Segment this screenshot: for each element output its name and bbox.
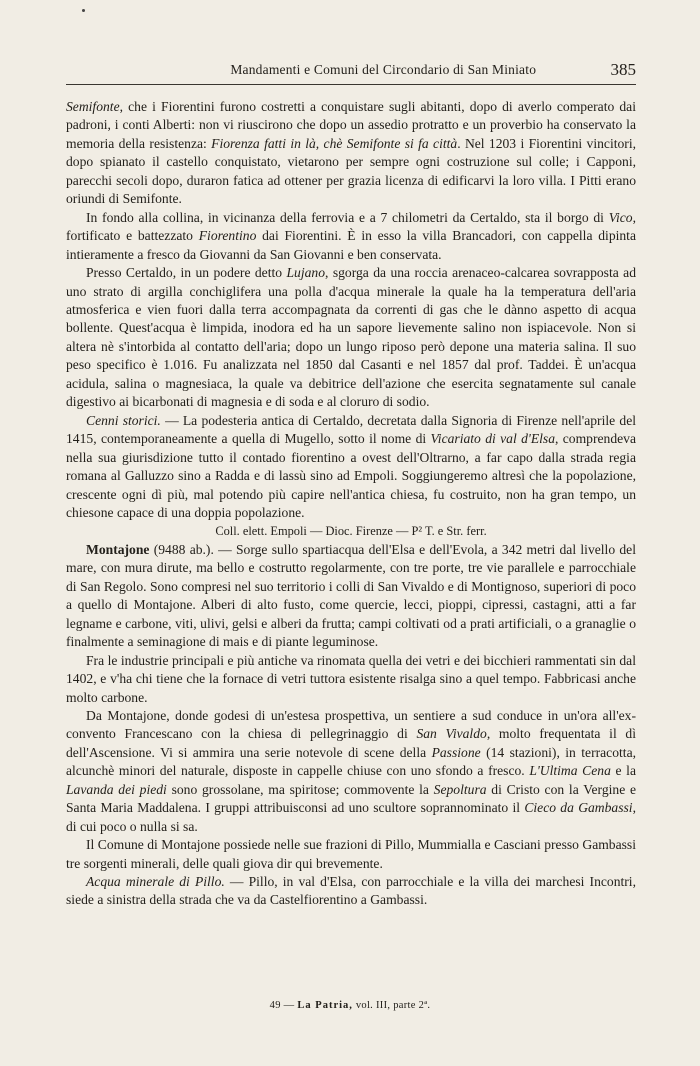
italic-text: Sepoltura: [433, 781, 487, 797]
entry-paragraph: [66, 873, 636, 910]
italic-text: Acqua minerale di Pillo.: [86, 874, 225, 890]
paragraph: [66, 98, 636, 209]
italic-text: L'Ultima Cena: [529, 763, 611, 779]
text-run: (14 stazioni), in terracotta, alcunchè minori del naturale, disposte in cappelle chiuse con uno sfondo a fresco.: [66, 744, 636, 779]
page-body: [66, 98, 636, 910]
paragraph: [66, 264, 636, 412]
italic-text: Fiorenza fatti in là, chè Semifonte si fa città: [211, 135, 458, 151]
italic-text: Lujano: [286, 265, 326, 281]
text-run: , di cui poco o nulla si sa.: [66, 800, 636, 834]
text-run: dai Fiorentini. È in esso la villa Brancadori, con cappella dipinta intieramente a fresco da Giovanni da San Giovanni e ben conservata.: [66, 228, 636, 262]
italic-text: Vico: [608, 209, 633, 225]
italic-text: San Vivaldo: [416, 726, 487, 742]
entry-heading: Montajone: [86, 541, 150, 557]
signature-number: 49 —: [269, 1000, 295, 1011]
italic-text: Lavanda dei piedi: [66, 781, 167, 797]
italic-text: Cenni storici.: [86, 412, 161, 428]
reference-line: Coll. elett. Empoli — Dioc. Firenze — P² T. e Str. ferr.: [215, 524, 487, 539]
italic-text: Fiorentino: [198, 228, 257, 244]
text-run: — La podesteria antica di Certaldo, decretata dalla Signoria di Firenze nell'aprile del 1415, contemporaneamente a quella di Mugello, sotto il nome di: [66, 412, 637, 447]
italic-text: Passione: [431, 744, 481, 760]
signature-volume: vol. III, parte 2ª.: [355, 1000, 431, 1011]
entry-paragraph: [66, 652, 636, 707]
running-header: [66, 58, 636, 85]
text-run: , comprendeva nella sua giurisdizione tutto il contado fiorentino a ovest dell'Oltrarno, a far capo dalla strada regia romana al Galluzzo sino a Radda e di lassù sino ad Empoli. Soggiungeremo altresì che la popolazione, crescente ogni dì più, mal potendo più capire nell'antica chiesa, fu costruito, non ha gran tempo, un chiesone capace di una doppia popolazione.: [66, 431, 636, 520]
text-run: , sgorga da una roccia arenaceo-calcarea sovrapposta ad uno strato di argilla conchiglifera una polla d'acqua minerale la quale ha la temperatura dell'aria atmosferica e vien fuori dalla terra accompagnata da correnti di gas che le dànno aspetto di acqua bollente. Quest'acqua è limpida, inodora ed ha un sapore lievemente salino non ispiacevole. Non si altera nè s'intorbida al contatto dell'aria; dopo un lungo riposo però depone una materia salina. Il suo peso specifico è 1.016. Fu analizzata nel 1850 dal Casanti e nel 1857 dal prof. Taddei. È un'acqua acidula, salina o magnesiaca, la quale va debitrice dell'azione che esercita segnatamente sul canale digestivo ai bicarbonati di magnesia e di soda e al cloruro di sodio.: [66, 265, 636, 410]
text-run: In fondo alla collina, in vicinanza della ferrovia e a 7 chilometri da Certaldo, sta il borgo di: [86, 209, 609, 225]
text-run: , che i Fiorentini furono costretti a conquistare sugli abitanti, dopo di averlo comperato dai padroni, i conti Alberti: non vi riuscirono che dopo un assedio protratto e un proverbio ha conservato la memoria della resistenza:: [66, 99, 636, 151]
text-run: Da Montajone, donde godesi di un'estesa prospettiva, un sentiere a sud conduce in un'ora all'ex-convento Francescano con la chiesa di pellegrinaggio di: [66, 707, 636, 742]
text-run: e la: [610, 763, 636, 779]
print-dot: [82, 9, 85, 12]
entry-paragraph: [66, 836, 636, 873]
italic-text: Cieco da Gambassi: [524, 800, 633, 816]
page-number: 385: [610, 60, 636, 79]
italic-text: Semifonte: [66, 99, 120, 114]
text-run: , fortificato e battezzato: [66, 209, 636, 244]
paragraph: [66, 412, 636, 523]
text-run: — Pillo, in val d'Elsa, con parrocchiale e la villa dei marchesi Incontri, siede a sinistra della strada che va da Castelfiorentino a Gambassi.: [66, 874, 636, 908]
text-run: (9488 ab.). — Sorge sullo spartiacqua dell'Elsa e dell'Evola, a 342 metri dal livello del mare, con mura dirute, ma bello e costrutto regolarmente, con tre porte, tre vie parallele e parrocchiale di San Regolo. Sono compresi nel suo territorio i colli di San Vivaldo e di Montignoso, superiori di poco a quello di Montajone. Alberi di alto fusto, come quercie, lecci, pioppi, cipressi, castagni, atti a far legname e carbone, viti, ulivi, gelsi e alberi da frutta; campi coltivati od a prati artificiali, o a granaglie o finalmente a seminagione di mais e di piante leguminose.: [66, 541, 636, 650]
text-run: . Nel 1203 i Fiorentini vincitori, dopo spianato il castello conquistato, vietarono per sempre ogni costruzione sul colle; i Capponi, parecchi secoli dopo, duraron fatica ad ottener per grazia licenza di edificarvi la loro villa. I Pitti erano oriundi di Semifonte.: [66, 135, 636, 207]
signature-title: La Patria,: [297, 1000, 353, 1011]
text-run: , molto frequentata il dì dell'Ascensione. Vi si ammira una serie notevole di scene della: [66, 726, 636, 760]
italic-text: Vicariato di val d'Elsa: [430, 431, 555, 447]
paragraph: [66, 209, 636, 264]
entry-paragraph: [66, 541, 636, 652]
text-run: di Cristo con la Vergine e Santa Maria Maddalena. I gruppi attribuisconsi ad uno scultore soprannominato il: [66, 781, 637, 816]
entry-paragraph: [66, 707, 636, 836]
running-title: Mandamenti e Comuni del Circondario di San Miniato: [230, 62, 537, 77]
text-run: Presso Certaldo, in un podere detto: [86, 265, 287, 281]
text-run: sono grossolane, ma spiritose; commovente la: [166, 781, 434, 797]
signature-line: [0, 1000, 700, 1011]
text-run: Fra le industrie principali e più antiche va rinomata quella dei vetri e dei bicchieri rammentati sin dal 1402, e v'ha chi tiene che la fornace di vetri tuttora esistente risalga sino a quel tempo. Fabbricasi anche molto carbone.: [66, 652, 636, 705]
text-run: Il Comune di Montajone possiede nelle sue frazioni di Pillo, Mummialla e Casciani presso Gambassi tre sorgenti minerali, delle quali giova dir qui brevemente.: [66, 837, 636, 871]
